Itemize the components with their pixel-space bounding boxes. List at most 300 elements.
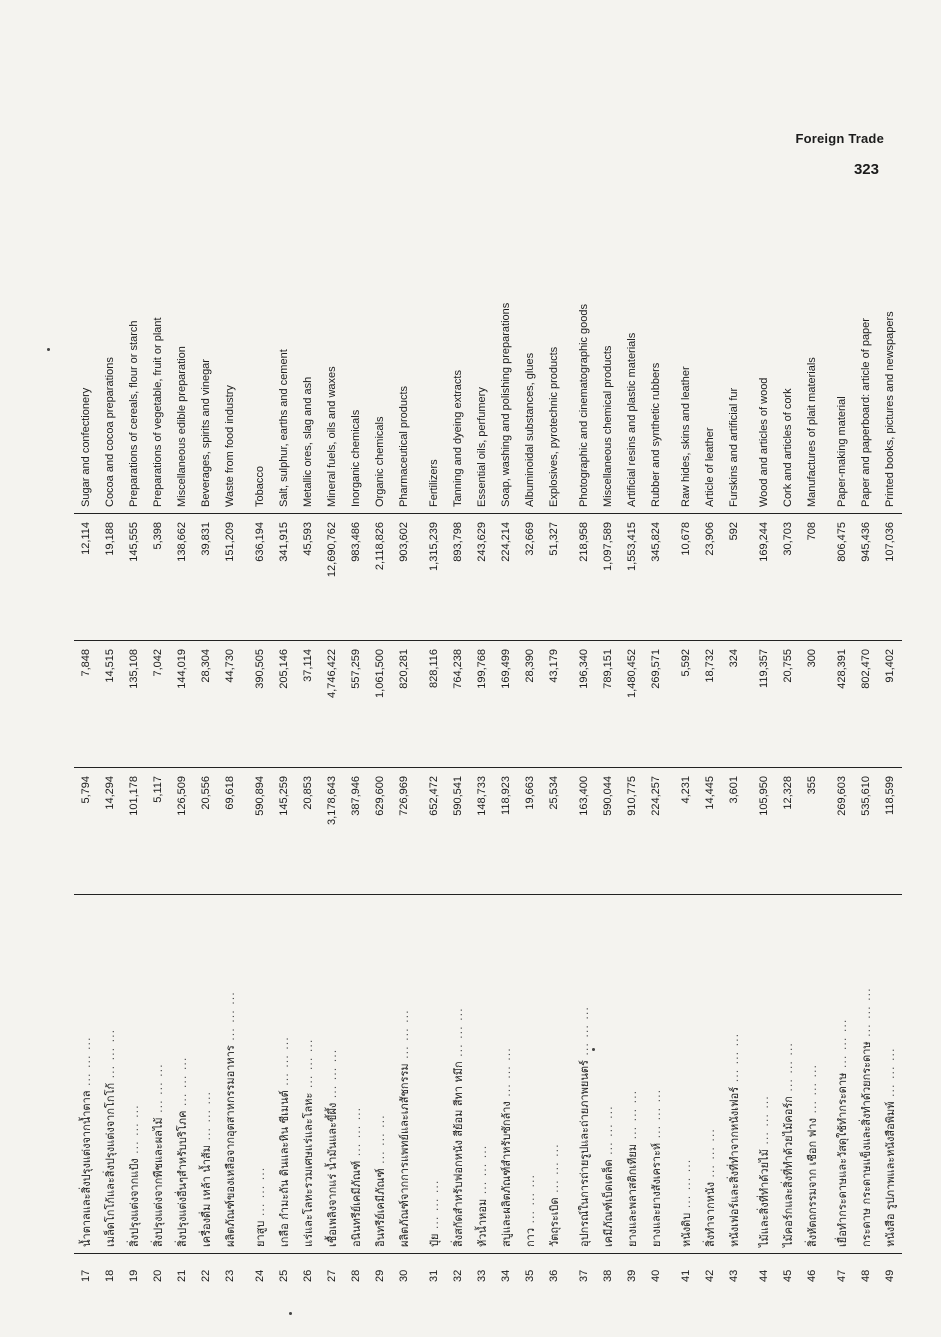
thai-label: ยางและยางสังเคราะห์: [650, 1142, 663, 1247]
value-col-2: 43,179: [542, 641, 566, 768]
value-col-1: 5,794: [74, 768, 98, 895]
leader-dots: ... ... ...: [374, 1114, 387, 1169]
value-col-1: 3,601: [722, 768, 746, 895]
row-number: 39: [626, 1269, 638, 1282]
leader-dots: ... ... ...: [452, 1007, 465, 1062]
row-number: 24: [254, 1269, 266, 1282]
table-row: [248, 231, 272, 1282]
value-col-2: 144,019: [170, 641, 194, 768]
table-row: [320, 231, 344, 1282]
value-col-2: 28,390: [518, 641, 542, 768]
value-col-2: 119,357: [752, 641, 776, 768]
leader-dots: ... ... ...: [104, 1028, 117, 1083]
value-col-3: 45,593: [296, 514, 320, 641]
english-description: Paper-making material: [830, 231, 854, 514]
value-col-3: 592: [722, 514, 746, 641]
leader-dots: ... ... ...: [650, 1088, 663, 1143]
value-col-2: 5,592: [674, 641, 698, 768]
thai-label: แร่และโลหะรวมเศษแร่และโลหะ: [302, 1092, 315, 1247]
thai-label: สิ่งทำจากหนัง: [704, 1182, 717, 1247]
thai-label: ไม้และสิ่งที่ทำด้วยไม้: [758, 1149, 771, 1247]
value-col-1: 126,509: [170, 768, 194, 895]
value-col-1: 101,178: [122, 768, 146, 895]
thai-description: [146, 895, 170, 1254]
english-description: Paper and paperboard: article of paper: [854, 231, 878, 514]
table-row: [98, 231, 122, 1282]
value-col-2: 557,259: [344, 641, 368, 768]
thai-label: กระดาษ กระดาษแข็งและสิ่งทำด้วยกระดาษ: [860, 1041, 873, 1247]
row-number: 31: [428, 1269, 440, 1282]
english-description: Salt, sulphur, earths and cement: [272, 231, 296, 514]
value-col-3: 5,398: [146, 514, 170, 641]
thai-description: [368, 895, 392, 1254]
leader-dots: ... ... ...: [524, 1174, 537, 1228]
value-col-2: 37,114: [296, 641, 320, 768]
leader-dots: ... ... ...: [578, 1006, 591, 1061]
table-row: [446, 231, 470, 1282]
english-description: Cocoa and cocoa preparations: [98, 231, 122, 514]
leader-dots: ... ... ...: [152, 1063, 165, 1118]
value-col-3: 341,915: [272, 514, 296, 641]
value-col-3: 1,553,415: [620, 514, 644, 641]
value-col-1: 163,400: [572, 768, 596, 895]
english-description: Tanning and dyeing extracts: [446, 231, 470, 514]
value-col-2: 18,732: [698, 641, 722, 768]
thai-description: [248, 895, 272, 1254]
trade-table-body: [74, 231, 902, 1282]
value-col-3: 806,475: [830, 514, 854, 641]
scan-speck: [47, 348, 50, 351]
value-col-3: 19,188: [98, 514, 122, 641]
row-number: 40: [650, 1269, 662, 1282]
english-description: Tobacco: [248, 231, 272, 514]
english-description: Miscellaneous edible preparation: [170, 231, 194, 514]
leader-dots: ... ... ...: [224, 991, 237, 1046]
value-col-1: 590,894: [248, 768, 272, 895]
thai-description: [422, 895, 446, 1254]
english-description: Miscellaneous chemical products: [596, 231, 620, 514]
value-col-3: 636,194: [248, 514, 272, 641]
thai-description: [674, 895, 698, 1254]
table-row: [674, 231, 698, 1282]
thai-label: สิ่งสกัดสำหรับฟอกหนัง สีย้อม สีทา หมึก: [452, 1061, 465, 1247]
thai-description: [830, 895, 854, 1254]
leader-dots: ... ... ...: [680, 1158, 693, 1213]
row-number: 30: [398, 1269, 410, 1282]
value-col-1: 726,969: [392, 768, 416, 895]
table-row: [170, 231, 194, 1282]
thai-label: หนังสือ รูปภาพและหนังสือพิมพ์: [884, 1101, 897, 1247]
leader-dots: ... ... ...: [398, 1009, 411, 1064]
table-row: [830, 231, 854, 1282]
row-number: 47: [836, 1269, 848, 1282]
value-col-2: 300: [800, 641, 824, 768]
row-number: 35: [524, 1269, 536, 1282]
value-col-3: 151,209: [218, 514, 242, 641]
thai-label: หนังดิบ: [680, 1212, 693, 1247]
leader-dots: ... ... ...: [176, 1056, 189, 1111]
leader-dots: ... ... ...: [428, 1179, 441, 1234]
value-col-1: 25,534: [542, 768, 566, 895]
value-col-1: 224,257: [644, 768, 668, 895]
row-number: 42: [704, 1269, 716, 1282]
english-description: Organic chemicals: [368, 231, 392, 514]
leader-dots: ... ... ...: [200, 1091, 213, 1146]
row-number: 37: [578, 1269, 590, 1282]
table-row: [620, 231, 644, 1282]
trade-table: [74, 231, 902, 1282]
page-number: 323: [853, 161, 879, 178]
table-row: [854, 231, 878, 1282]
leader-dots: ... ... ...: [326, 1048, 339, 1103]
thai-description: [854, 895, 878, 1254]
thai-label: เมล็ดโกโก้และสิ่งปรุงแต่งจากโกโก้: [104, 1082, 117, 1247]
thai-label: ปุ๋ย: [428, 1233, 441, 1247]
english-description: Printed books, pictures and newspapers: [878, 231, 902, 514]
thai-description: [170, 895, 194, 1254]
value-col-3: 903,602: [392, 514, 416, 641]
english-description: Rubber and synthetic rubbers: [644, 231, 668, 514]
value-col-3: 218,958: [572, 514, 596, 641]
table-row: [698, 231, 722, 1282]
value-col-2: 428,391: [830, 641, 854, 768]
english-description: Inorganic chemicals: [344, 231, 368, 514]
english-description: Cork and articles of cork: [776, 231, 800, 514]
thai-label: เชื้อเพลิงจากแร่ น้ำมันและขี้ผึ้ง: [326, 1102, 339, 1247]
thai-description: [392, 895, 416, 1254]
english-description: Pharmaceutical products: [392, 231, 416, 514]
thai-description: [722, 895, 746, 1254]
english-description: Essential oils, perfumery: [470, 231, 494, 514]
english-description: Waste from food industry: [218, 231, 242, 514]
row-number: 41: [680, 1269, 692, 1282]
table-row: [722, 231, 746, 1282]
table-row: [74, 231, 98, 1282]
english-description: Sugar and confectionery: [74, 231, 98, 514]
thai-label: หัวน้ำหอม: [476, 1198, 489, 1247]
value-col-3: 23,906: [698, 514, 722, 641]
english-description: Furskins and artificial fur: [722, 231, 746, 514]
thai-label: เครื่องดื่ม เหล้า น้ำส้ม: [200, 1145, 213, 1247]
value-col-2: 1,061,500: [368, 641, 392, 768]
table-row: [470, 231, 494, 1282]
value-col-3: 224,214: [494, 514, 518, 641]
value-col-1: 14,294: [98, 768, 122, 895]
value-col-1: 590,044: [596, 768, 620, 895]
thai-label: สิ่งหัตถกรรมจาก เชือก ฟาง: [806, 1118, 819, 1247]
row-number: 21: [176, 1269, 188, 1282]
value-col-1: 20,556: [194, 768, 218, 895]
thai-label: อุปกรณ์ในการถ่ายรูปและถ่ายภาพยนตร์: [578, 1060, 591, 1247]
thai-label: สิ่งปรุงแต่งจากแป้ง: [128, 1158, 141, 1247]
value-col-2: 199,768: [470, 641, 494, 768]
row-number: 18: [104, 1269, 116, 1282]
thai-label: สิ่งปรุงแต่งอื่นๆสำหรับบริโภค: [176, 1110, 189, 1247]
leader-dots: ... ... ...: [836, 1018, 849, 1073]
thai-label: หนังเฟอร์และสิ่งที่ทำจากหนังเฟอร์: [728, 1086, 741, 1247]
value-col-1: 387,946: [344, 768, 368, 895]
table-row: [542, 231, 566, 1282]
leader-dots: ... ... ...: [500, 1047, 513, 1102]
value-col-2: 135,108: [122, 641, 146, 768]
row-number: 38: [602, 1269, 614, 1282]
thai-description: [218, 895, 242, 1254]
thai-label: สบู่และผลิตภัณฑ์สำหรับซักล้าง: [500, 1101, 513, 1247]
thai-description: [74, 895, 98, 1254]
value-col-2: 7,042: [146, 641, 170, 768]
value-col-2: 14,515: [98, 641, 122, 768]
table-row: [752, 231, 776, 1282]
value-col-3: 1,315,239: [422, 514, 446, 641]
thai-description: [620, 895, 644, 1254]
table-row: [194, 231, 218, 1282]
row-number: 23: [224, 1269, 236, 1282]
value-col-1: 19,663: [518, 768, 542, 895]
english-description: Preparations of cereals, flour or starch: [122, 231, 146, 514]
thai-description: [446, 895, 470, 1254]
thai-description: [470, 895, 494, 1254]
value-col-3: 145,555: [122, 514, 146, 641]
row-number: 28: [350, 1269, 362, 1282]
value-col-2: 7,848: [74, 641, 98, 768]
value-col-3: 107,036: [878, 514, 902, 641]
row-number: 33: [476, 1269, 488, 1282]
table-row: [776, 231, 800, 1282]
value-col-2: 390,505: [248, 641, 272, 768]
thai-label: ผลิตภัณฑ์จากการแพทย์และเภสัชกรรม: [398, 1063, 411, 1247]
leader-dots: ... ... ...: [728, 1032, 741, 1087]
row-number: 36: [548, 1269, 560, 1282]
value-col-3: 12,690,762: [320, 514, 344, 641]
value-col-2: 789,151: [596, 641, 620, 768]
leader-dots: ... ... ...: [884, 1047, 897, 1102]
thai-label: สิ่งปรุงแต่งจากพืชและผลไม้: [152, 1117, 165, 1247]
value-col-3: 39,831: [194, 514, 218, 641]
value-col-1: 629,600: [368, 768, 392, 895]
value-col-1: 12,328: [776, 768, 800, 895]
thai-description: [572, 895, 596, 1254]
value-col-2: 196,340: [572, 641, 596, 768]
scan-speck: [592, 1048, 595, 1051]
row-number: 25: [278, 1269, 290, 1282]
thai-label: วัตถุระเบิด: [548, 1197, 561, 1247]
value-col-1: 355: [800, 768, 824, 895]
leader-dots: ... ... ...: [602, 1105, 615, 1160]
scan-speck: [289, 1312, 292, 1315]
table-row: [146, 231, 170, 1282]
leader-dots: ... ... ...: [350, 1106, 363, 1161]
table-row: [422, 231, 446, 1282]
value-col-2: 828,116: [422, 641, 446, 768]
value-col-1: 269,603: [830, 768, 854, 895]
thai-description: [344, 895, 368, 1254]
thai-description: [698, 895, 722, 1254]
thai-label: เคมีภัณฑ์เบ็ดเตล็ด: [602, 1159, 615, 1247]
thai-label: ผลิตภัณฑ์ของเหลือจากอุตสาหกรรมอาหาร: [224, 1045, 237, 1247]
english-description: Article of leather: [698, 231, 722, 514]
row-number: 49: [884, 1269, 896, 1282]
value-col-3: 983,486: [344, 514, 368, 641]
running-header-title: Foreign Trade: [795, 131, 884, 146]
thai-label: เกลือ กำมะถัน ดินและหิน ซีเมนต์: [278, 1090, 291, 1247]
thai-label: อินทรีย์เคมีภัณฑ์: [374, 1168, 387, 1247]
table-row: [122, 231, 146, 1282]
value-col-3: 138,662: [170, 514, 194, 641]
thai-label: เยื่อทำกระดาษและวัสดุใช้ทำกระดาษ: [836, 1072, 849, 1247]
thai-description: [752, 895, 776, 1254]
value-col-2: 91,402: [878, 641, 902, 768]
row-number: 34: [500, 1269, 512, 1282]
thai-description: [878, 895, 902, 1254]
table-row: [518, 231, 542, 1282]
row-number: 45: [782, 1269, 794, 1282]
thai-label: ยาสูบ: [254, 1220, 267, 1247]
thai-label: กาว: [524, 1227, 537, 1247]
english-description: Preparations of vegetable, fruit or plant: [146, 231, 170, 514]
thai-description: [776, 895, 800, 1254]
thai-label: อนินทรีย์เคมีภัณฑ์: [350, 1160, 363, 1247]
row-number: 27: [326, 1269, 338, 1282]
row-number: 20: [152, 1269, 164, 1282]
value-col-3: 2,118,826: [368, 514, 392, 641]
value-col-1: 4,231: [674, 768, 698, 895]
table-row: [296, 231, 320, 1282]
table-row: [392, 231, 416, 1282]
row-number: 43: [728, 1269, 740, 1282]
english-description: Wood and articles of wood: [752, 231, 776, 514]
english-description: Beverages, spirits and vinegar: [194, 231, 218, 514]
table-row: [272, 231, 296, 1282]
english-description: Fertilizers: [422, 231, 446, 514]
leader-dots: ... ... ...: [548, 1143, 561, 1198]
table-row: [644, 231, 668, 1282]
english-description: Metallic ores, slag and ash: [296, 231, 320, 514]
value-col-1: 105,950: [752, 768, 776, 895]
thai-label: ไม้คอร์กและสิ่งที่ทำด้วยไม้คอร์ก: [782, 1096, 795, 1247]
value-col-2: 4,746,422: [320, 641, 344, 768]
leader-dots: ... ... ...: [758, 1095, 771, 1150]
thai-description: [542, 895, 566, 1254]
leader-dots: ... ... ...: [302, 1038, 315, 1093]
leader-dots: ... ... ...: [128, 1104, 141, 1159]
value-col-3: 345,824: [644, 514, 668, 641]
english-description: Raw hides, skins and leather: [674, 231, 698, 514]
english-description: Artificial resins and plastic materials: [620, 231, 644, 514]
thai-description: [518, 895, 542, 1254]
value-col-1: 14,445: [698, 768, 722, 895]
thai-description: [122, 895, 146, 1254]
row-number: 17: [80, 1269, 92, 1282]
value-col-3: 10,678: [674, 514, 698, 641]
value-col-3: 1,097,589: [596, 514, 620, 641]
leader-dots: ... ... ...: [860, 987, 873, 1042]
value-col-2: 324: [722, 641, 746, 768]
row-number: 48: [860, 1269, 872, 1282]
table-row: [878, 231, 902, 1282]
value-col-3: 945,436: [854, 514, 878, 641]
table-row: [800, 231, 824, 1282]
table-row: [596, 231, 620, 1282]
leader-dots: ... ... ...: [254, 1166, 267, 1221]
leader-dots: ... ... ...: [704, 1128, 717, 1183]
row-number: 46: [806, 1269, 818, 1282]
value-col-2: 20,755: [776, 641, 800, 768]
table-row: [218, 231, 242, 1282]
value-col-1: 145,259: [272, 768, 296, 895]
leader-dots: ... ... ...: [782, 1042, 795, 1097]
row-number: 26: [302, 1269, 314, 1282]
value-col-3: 243,629: [470, 514, 494, 641]
value-col-3: 708: [800, 514, 824, 641]
thai-description: [800, 895, 824, 1254]
thai-description: [296, 895, 320, 1254]
thai-description: [320, 895, 344, 1254]
value-col-1: 118,923: [494, 768, 518, 895]
table-row: [494, 231, 518, 1282]
value-col-1: 118,599: [878, 768, 902, 895]
value-col-1: 910,775: [620, 768, 644, 895]
thai-description: [644, 895, 668, 1254]
value-col-3: 32,669: [518, 514, 542, 641]
english-description: Soap, washing and polishing preparations: [494, 231, 518, 514]
thai-description: [272, 895, 296, 1254]
value-col-1: 590,541: [446, 768, 470, 895]
value-col-1: 652,472: [422, 768, 446, 895]
value-col-3: 12,114: [74, 514, 98, 641]
table-row: [572, 231, 596, 1282]
value-col-3: 51,327: [542, 514, 566, 641]
english-description: Albuminoidal substances, glues: [518, 231, 542, 514]
value-col-1: 148,733: [470, 768, 494, 895]
value-col-1: 20,853: [296, 768, 320, 895]
row-number: 22: [200, 1269, 212, 1282]
leader-dots: ... ... ...: [80, 1036, 93, 1091]
leader-dots: ... ... ...: [626, 1089, 639, 1144]
value-col-2: 205,146: [272, 641, 296, 768]
value-col-2: 1,480,452: [620, 641, 644, 768]
leader-dots: ... ... ...: [278, 1036, 291, 1091]
table-row: [368, 231, 392, 1282]
value-col-1: 69,618: [218, 768, 242, 895]
value-col-2: 44,730: [218, 641, 242, 768]
leader-dots: ... ... ...: [476, 1144, 489, 1199]
value-col-2: 269,571: [644, 641, 668, 768]
rotated-trade-table: [74, 272, 897, 1282]
value-col-2: 28,304: [194, 641, 218, 768]
thai-label: ยางและพลาสติกเทียม: [626, 1143, 639, 1247]
value-col-1: 3,178,643: [320, 768, 344, 895]
value-col-3: 30,703: [776, 514, 800, 641]
row-number: 19: [128, 1269, 140, 1282]
english-description: Explosives, pyrotechnic products: [542, 231, 566, 514]
row-number: 29: [374, 1269, 386, 1282]
value-col-3: 893,798: [446, 514, 470, 641]
thai-description: [98, 895, 122, 1254]
thai-label: น้ำตาลและสิ่งปรุงแต่งจากน้ำตาล: [80, 1090, 93, 1247]
value-col-3: 169,244: [752, 514, 776, 641]
thai-description: [194, 895, 218, 1254]
value-col-1: 5,117: [146, 768, 170, 895]
value-col-1: 535,610: [854, 768, 878, 895]
english-description: Mineral fuels, oils and waxes: [320, 231, 344, 514]
english-description: Photographic and cinematographic goods: [572, 231, 596, 514]
value-col-2: 802,470: [854, 641, 878, 768]
leader-dots: ... ... ...: [806, 1064, 819, 1119]
value-col-2: 169,499: [494, 641, 518, 768]
row-number: 44: [758, 1269, 770, 1282]
english-description: Manufactures of plait materials: [800, 231, 824, 514]
thai-description: [494, 895, 518, 1254]
